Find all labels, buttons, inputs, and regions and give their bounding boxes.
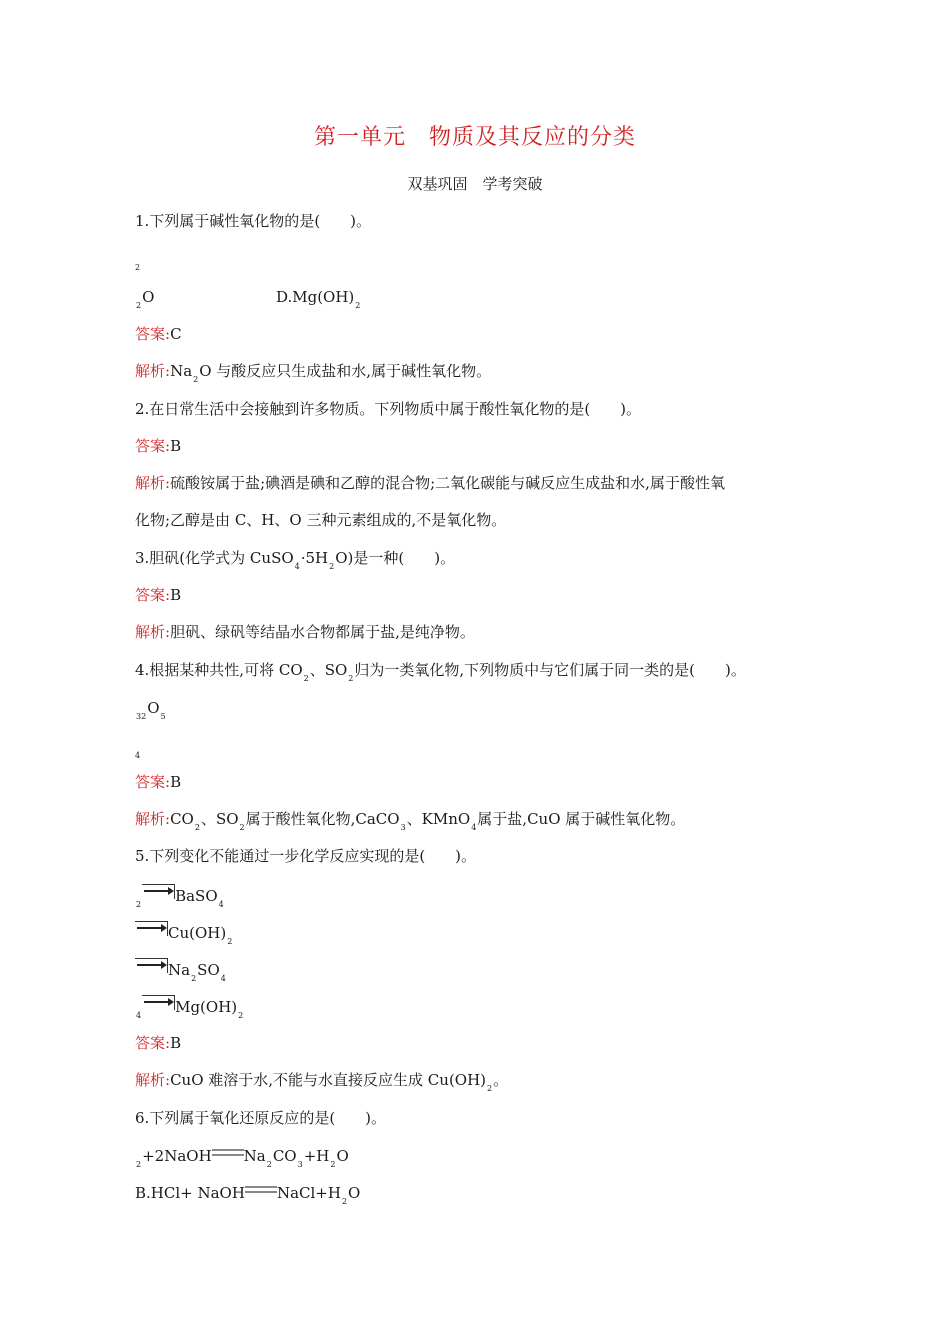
analysis-label: 解析: <box>135 474 171 492</box>
answer-value: C <box>170 325 182 343</box>
q4-answer <box>135 772 181 792</box>
q2-answer <box>135 436 181 456</box>
q5-option-a: $_2$ BaSO$_4$ <box>135 884 225 915</box>
q1-stem: 1.下列属于碱性氧化物的是( )。 <box>135 212 372 230</box>
q1-options-fragment <box>135 287 361 316</box>
q4-fragment-1: $_{32}O_5$ <box>136 699 166 721</box>
q1-frag-o: O <box>142 288 155 306</box>
q5-option-b: $Cu(OH)_2$ <box>135 921 233 952</box>
reaction-arrow-icon <box>135 921 168 936</box>
q1-fragment-a: 2 <box>135 263 141 272</box>
answer-label: 答案: <box>135 1034 171 1052</box>
q4-stem: 4.根据某种共性,可将 $CO_2$、$SO_2$归为一类氧化物,下列物质中与它们属于同一类的是( )。 <box>135 661 746 683</box>
answer-value: B <box>170 773 182 791</box>
q3-analysis: 解析:胆矾、绿矾等结晶水合物都属于盐,是纯净物。 <box>135 623 475 641</box>
answer-label: 答案: <box>135 325 171 343</box>
answer-label: 答案: <box>135 773 171 791</box>
q5-stem: 5.下列变化不能通过一步化学反应实现的是( )。 <box>135 847 477 865</box>
answer-label: 答案: <box>135 437 171 455</box>
q4-analysis: 解析$:CO_2$、$SO_2$属于酸性氧化物,CaCO$_3$、KMnO$_4$属于盐,CuO 属于碱性氧化物。 <box>135 810 686 832</box>
q4-fragment-2: 4 <box>135 751 141 760</box>
q5-option-c: $Na_2SO_4$ <box>135 958 227 989</box>
q6-option-b: B.HCl+ NaOH $NaCl+H_2O$ <box>135 1184 361 1206</box>
answer-label: 答案: <box>135 586 171 604</box>
reaction-arrow-icon <box>142 995 175 1010</box>
page-title: 第一单元 物质及其反应的分类 <box>313 125 636 150</box>
q1-option-d: D.Mg(OH) <box>275 288 355 306</box>
q2-stem: 2.在日常生活中会接触到许多物质。下列物质中属于酸性氧化物的是( )。 <box>135 400 642 418</box>
q2-analysis-line1: 解析:硫酸铵属于盐;碘酒是碘和乙醇的混合物;二氧化碳能与碱反应生成盐和水,属于酸性氧 <box>135 474 725 492</box>
q3-stem: 3.胆矾(化学式为 $CuSO_4\cdot 5H_2O$)是一种( )。 <box>135 549 456 571</box>
q6-stem: 6.下列属于氧化还原反应的是( )。 <box>135 1109 387 1127</box>
answer-value: B <box>170 586 182 604</box>
analysis-label: 解析: <box>135 362 171 380</box>
analysis-label: 解析: <box>135 1071 171 1089</box>
answer-value: B <box>170 1034 182 1052</box>
answer-value: B <box>170 437 182 455</box>
analysis-label: 解析: <box>135 810 171 828</box>
q5-answer <box>135 1033 181 1053</box>
reaction-arrow-icon <box>142 884 175 899</box>
q2-analysis-line2: 化物;乙醇是由 C、H、O 三种元素组成的,不是氧化物。 <box>135 511 507 529</box>
equals-sign-icon <box>212 1149 244 1156</box>
q1-answer <box>135 324 182 344</box>
q5-option-d: $_4$ $Mg(OH)_2$ <box>135 995 244 1026</box>
q3-answer <box>135 585 181 605</box>
q5-analysis: 解析:CuO 难溶于水,不能与水直接反应生成 $Cu(OH)_2$。 <box>135 1071 509 1093</box>
q1-option-d-sub: 2 <box>355 301 361 310</box>
analysis-label: 解析: <box>135 623 171 641</box>
q1-frag-sub: 2 <box>136 301 142 310</box>
q1-analysis: 解析$:Na_2O$ 与酸反应只生成盐和水,属于碱性氧化物。 <box>135 362 492 384</box>
section-subtitle: 双基巩固 学考突破 <box>407 175 543 193</box>
equals-sign-icon <box>245 1186 277 1193</box>
q6-option-a: $_2$+2NaOH $Na_2CO_3+H_2O$ <box>136 1147 349 1169</box>
reaction-arrow-icon <box>135 958 168 973</box>
